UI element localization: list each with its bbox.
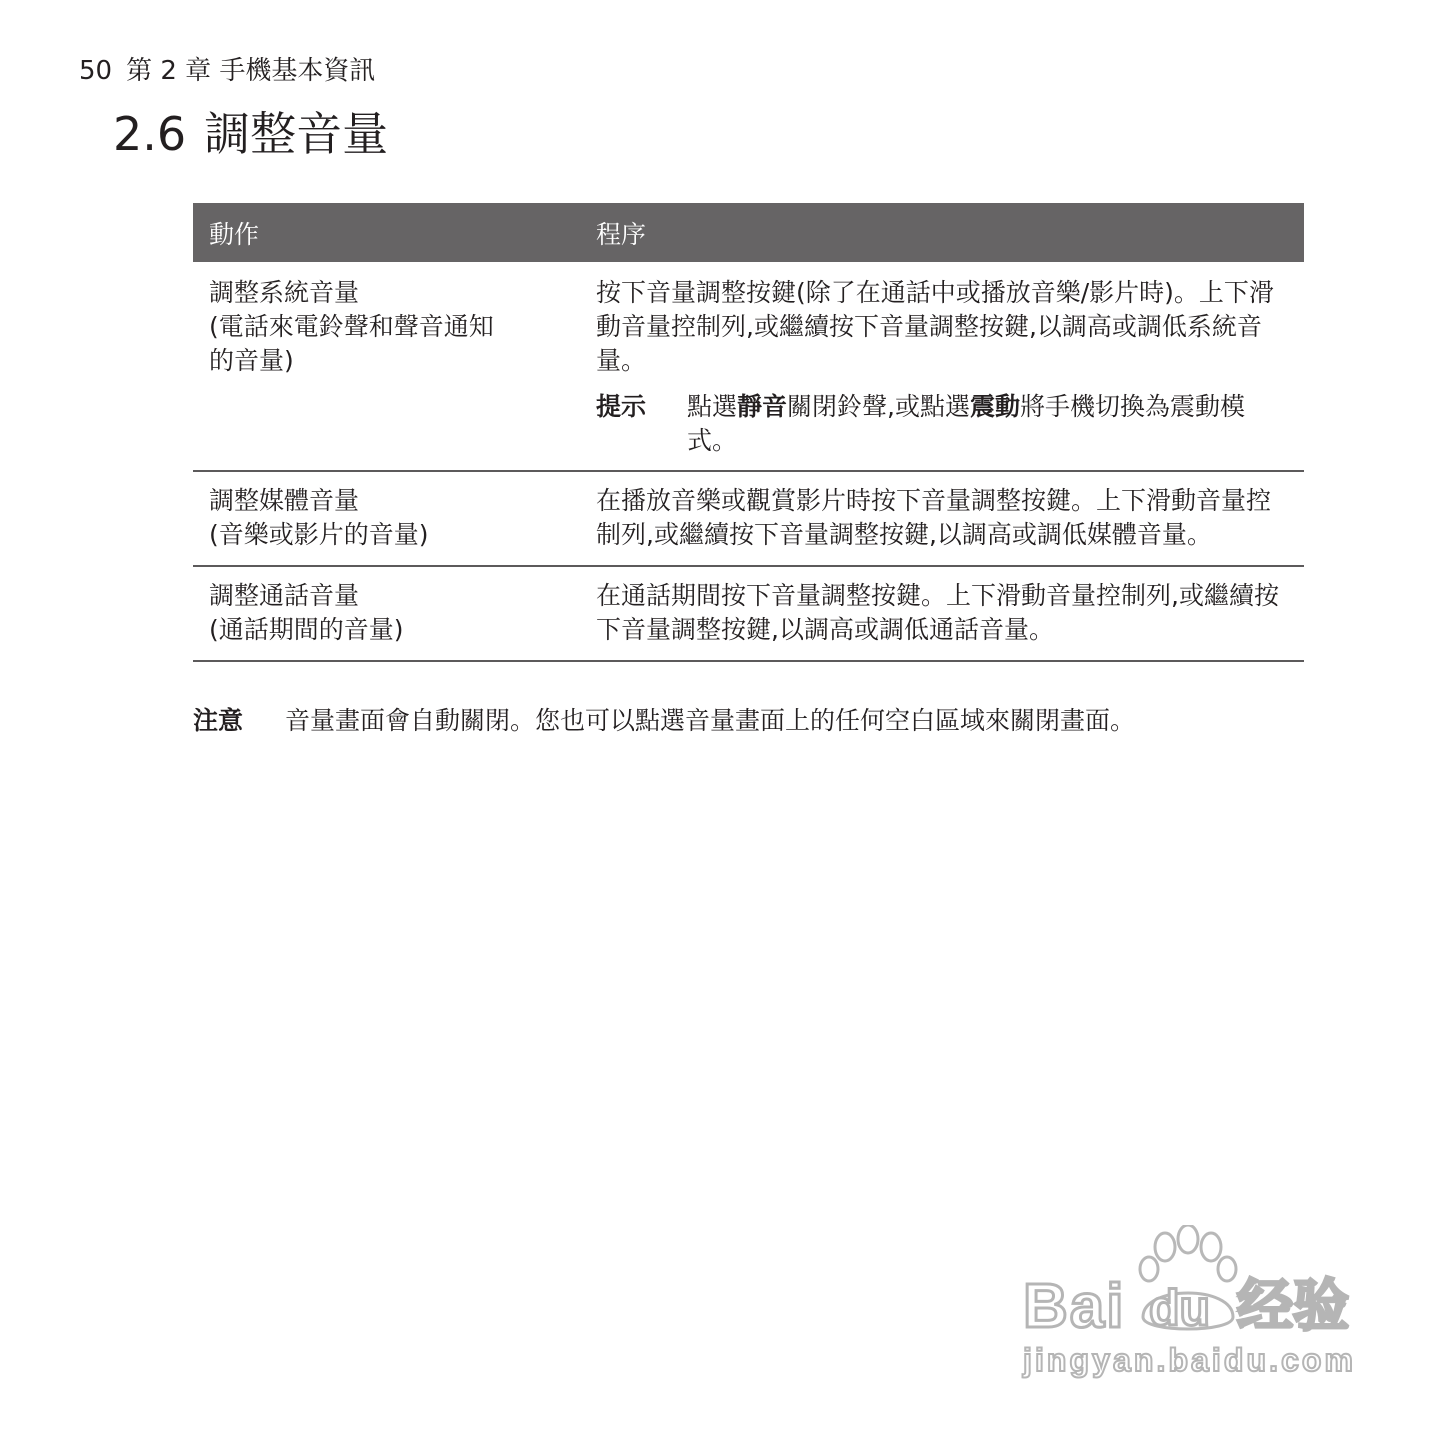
- action-line: (電話來電鈴聲和聲音通知: [209, 312, 494, 341]
- table-row: [193, 472, 1304, 567]
- table-row: [193, 567, 1304, 662]
- note-label: 注意: [193, 706, 244, 735]
- baidu-jingyan-watermark: [1015, 1225, 1360, 1385]
- running-header: [79, 54, 375, 88]
- tip-text: [687, 390, 1288, 458]
- action-line: 的音量): [209, 346, 294, 375]
- tip-text-part: 點選: [687, 392, 738, 421]
- volume-table: [193, 203, 1304, 662]
- page-number: 50: [79, 56, 113, 86]
- section-number: 2.6: [113, 107, 187, 161]
- column-header-procedure: 程序: [596, 219, 647, 249]
- tip-term-vibrate: 震動: [969, 392, 1020, 421]
- action-line: 調整媒體音量: [209, 486, 360, 515]
- note-text: 音量畫面會自動關閉。您也可以點選音量畫面上的任何空白區域來關閉畫面。: [285, 706, 1136, 735]
- action-line: (通話期間的音量): [209, 615, 404, 644]
- tip-block: [596, 390, 1288, 458]
- table-header: [193, 203, 1304, 262]
- action-cell: [193, 484, 596, 552]
- watermark-brand-cn: 经验: [1237, 1274, 1349, 1339]
- table-row: [193, 262, 1304, 472]
- section-heading: [113, 104, 388, 164]
- procedure-text: 按下音量調整按鍵(除了在通話中或播放音樂/影片時)。上下滑動音量控制列,或繼續按下音量調整按鍵,以調高或調低系統音量。: [596, 278, 1274, 375]
- procedure-text: 在通話期間按下音量調整按鍵。上下滑動音量控制列,或繼續按下音量調整按鍵,以調高或調低通話音量。: [596, 581, 1279, 644]
- procedure-text: 在播放音樂或觀賞影片時按下音量調整按鍵。上下滑動音量控制列,或繼續按下音量調整按鍵,以調高或調低媒體音量。: [596, 486, 1272, 549]
- section-title: 調整音量: [204, 107, 389, 161]
- action-line: 調整通話音量: [209, 581, 360, 610]
- watermark-brand-bai: Bai: [1023, 1272, 1126, 1341]
- note-block: [193, 704, 1304, 738]
- watermark-url: jingyan.baidu.com: [1023, 1342, 1353, 1378]
- tip-label: 提示: [596, 392, 647, 421]
- action-cell: [193, 276, 596, 458]
- procedure-cell: [596, 579, 1304, 647]
- tip-text-part: 關閉鈴聲,或點選: [787, 392, 970, 421]
- column-header-action: 動作: [209, 219, 260, 249]
- action-line: (音樂或影片的音量): [209, 520, 429, 549]
- procedure-cell: [596, 484, 1304, 552]
- procedure-cell: [596, 276, 1304, 458]
- action-line: 調整系統音量: [209, 278, 360, 307]
- tip-term-mute: 靜音: [737, 392, 788, 421]
- watermark-brand-du: du: [1149, 1280, 1211, 1336]
- action-cell: [193, 579, 596, 647]
- chapter-title: 第 2 章 手機基本資訊: [126, 56, 376, 86]
- tip-text-part: 將手機切換為震動模式。: [687, 392, 1246, 455]
